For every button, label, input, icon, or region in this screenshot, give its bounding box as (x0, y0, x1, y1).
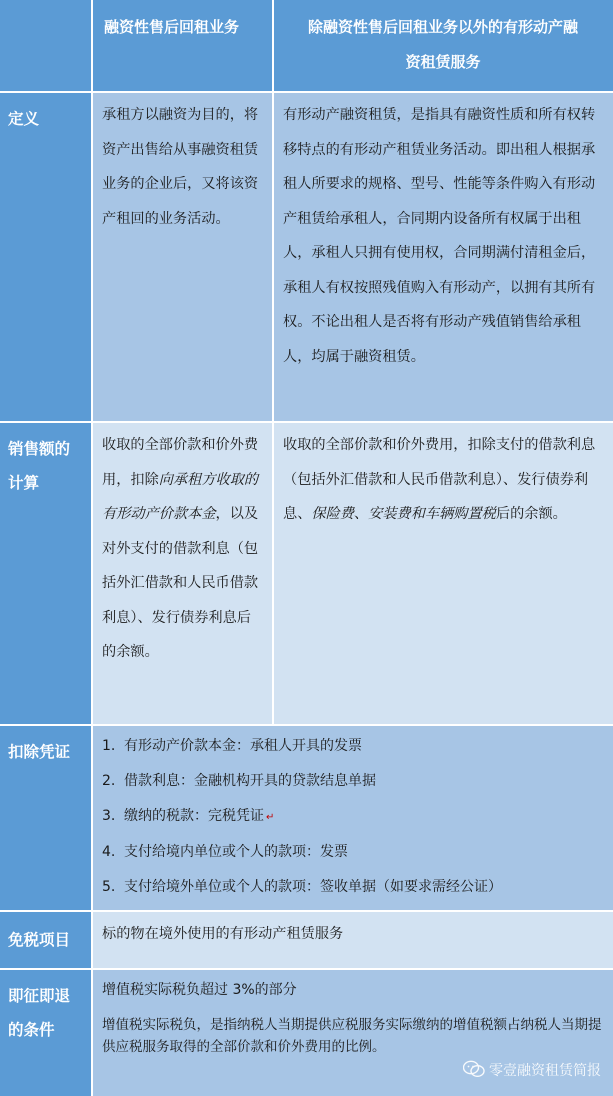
sales-col2-part2: 后的余额。 (495, 506, 567, 522)
watermark (463, 1060, 601, 1082)
refund-label-line1: 即征即退 (8, 987, 71, 1005)
definition-label (0, 92, 92, 422)
row-divider (0, 910, 613, 912)
sales-label-line1: 销售额的 (8, 440, 71, 458)
deduction-item: 5. 支付给境外单位或个人的款项：签收单据（如要求需经公证） (102, 879, 502, 895)
definition-label-text: 定义 (8, 110, 40, 128)
deduction-label-text: 扣除凭证 (8, 743, 71, 761)
deduction-item: 2. 借款利息：金融机构开具的贷款结息单据 (102, 773, 376, 789)
exempt-label (0, 911, 92, 969)
header-col1 (92, 0, 273, 92)
sales-label-line2: 计算 (8, 474, 40, 492)
row-divider (0, 724, 613, 726)
sales-col1 (92, 422, 273, 725)
watermark-text: 零壹融资租赁简报 (489, 1063, 601, 1079)
sales-col2 (273, 422, 613, 725)
column-divider (91, 0, 93, 1096)
row-divider (0, 968, 613, 970)
sales-col2-sep1: 、 (353, 506, 369, 522)
refund-line2: 增值税实际税负，是指纳税人当期提供应税服务实际缴纳的增值税额占纳税人当期提供应税服务取得的全部价款和价外费用的比例。 (102, 1017, 602, 1055)
column-divider (272, 0, 274, 725)
header-blank (0, 0, 92, 92)
definition-col2-text: 有形动产融资租赁，是指具有融资性质和所有权转移特点的有形动产租赁业务活动。即出租人根据承租人所要求的规格、型号、性能等条件购入有形动产租赁给承租人，合同期内设备所有权属于出租人，承租人只拥有使用权，合同期满付清租金后，承租人有权按照残值购入有形动产，以拥有其所有权。不论出租人是否将有形动产残值销售给承租人，均属于融资租赁。 (283, 107, 596, 365)
deduction-list (92, 725, 613, 905)
sales-label (0, 422, 92, 725)
header-col2-line1: 除融资性售后回租业务以外的有形动产融 (307, 18, 578, 36)
deduction-label (0, 725, 92, 911)
exempt-label-text: 免税项目 (8, 931, 71, 949)
deduction-item: 4. 支付给境内单位或个人的款项：发票 (102, 844, 348, 860)
definition-col1 (92, 92, 273, 422)
exempt-content (92, 911, 613, 969)
definition-col1-text: 承租方以融资为目的，将资产出售给从事融资租赁业务的企业后，又将该资产租回的业务活动。 (102, 107, 259, 227)
deduction-item: 1. 有形动产价款本金：承租人开具的发票 (102, 738, 362, 754)
definition-col2 (273, 92, 613, 422)
row-divider (0, 421, 613, 423)
sales-col1-part1: 收取的全部价款和价外费用，扣除 (102, 437, 259, 488)
row-divider (0, 91, 613, 93)
header-col2-line2: 资租赁服务 (405, 53, 481, 71)
sales-col2-italic2: 安装费和车辆购置税 (368, 506, 496, 522)
wechat-icon (463, 1060, 485, 1082)
refund-label (0, 969, 92, 1096)
deduction-item: 3. 缴纳的税款：完税凭证 ↵ (102, 808, 275, 824)
deduction-content (92, 725, 613, 911)
refund-line1: 增值税实际税负超过 3%的部分 (102, 982, 297, 998)
header-col1-text: 融资性售后回租业务 (104, 18, 240, 36)
header-col2 (273, 0, 613, 92)
paragraph-mark-icon: ↵ (266, 812, 275, 823)
sales-col2-part1: 收取的全部价款和价外费用，扣除支付的借款利息（包括外汇借款和人民币借款利息）、发行债券利息、 (283, 437, 596, 522)
sales-col1-part2: ，以及对外支付的借款利息（包括外汇借款和人民币借款利息）、发行债券利息后的余额。 (102, 506, 259, 660)
refund-label-line2: 的条件 (8, 1021, 55, 1039)
exempt-text: 标的物在境外使用的有形动产租赁服务 (102, 926, 344, 942)
sales-col2-italic1: 保险费 (311, 506, 354, 522)
sales-col1-italic: 向承租方收取的有形动产价款本金 (102, 471, 259, 522)
